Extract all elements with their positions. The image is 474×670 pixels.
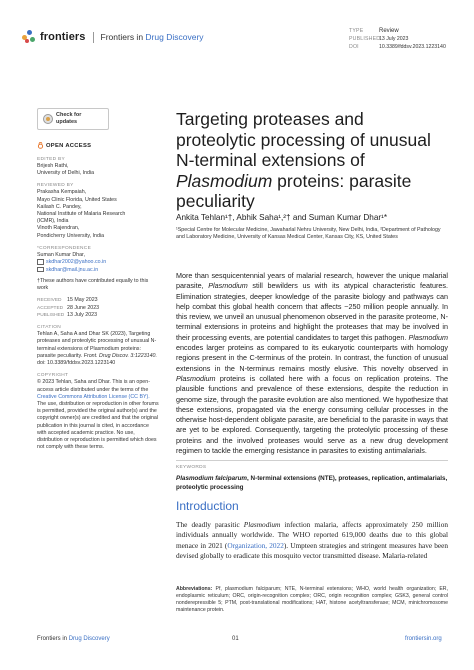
- update-check-icon: [43, 114, 53, 124]
- edited-by-label: EDITED BY: [37, 156, 66, 162]
- check-for-updates-button[interactable]: Check for updates: [37, 108, 109, 130]
- email-link-1[interactable]: skdhar2002@yahoo.co.in: [46, 259, 107, 266]
- introduction-heading: Introduction: [176, 499, 239, 513]
- citation: Tehlan A, Saha A and Dhar SK (2023), Targeting proteases and proteolytic processing of unusual N-terminal extensions of Plasmodium proteins: parasite peculiarity. Front. Drug Discov. 3:1223140. doi: 10.3389/fddsv.2023.1223140: [37, 331, 157, 367]
- cc-license-link[interactable]: Creative Commons Attribution License (CC BY).: [37, 393, 150, 400]
- keywords: Plasmodium falciparum, N-terminal extensions (NTE), proteases, replication, antimalarials, proteolytic processing: [176, 475, 448, 491]
- sidebar-published-date: 13 July 2023: [67, 311, 98, 318]
- footer-journal: Frontiers in Drug Discovery: [37, 636, 110, 642]
- copyright: © 2023 Tehlan, Saha and Dhar. This is an open-access article distributed under the terms of the Creative Commons Attribution License (CC BY). The use, distribution or reproduction in other forums is permitted, provided the original author(s) and the copyright owner(s) are credited and that the original publication in this journal is cited, in accordance with accepted academic practice. No use, distribution or reproduction is permitted which does not comply with these terms.: [37, 379, 159, 451]
- email-icon: [37, 267, 44, 273]
- article-dates: RECEIVED 15 May 2023 ACCEPTED 28 June 2023 PUBLISHED 13 July 2023: [37, 297, 100, 318]
- authors: Ankita Tehlan¹†, Abhik Saha¹,²† and Suman Kumar Dhar¹*: [176, 213, 388, 222]
- article-title: Targeting proteases and proteolytic processing of unusual N-terminal extensions of Plasmodium proteins: parasite peculiarity: [176, 109, 431, 211]
- edited-by: Brijesh Rathi, University of Delhi, India: [37, 162, 95, 177]
- abbreviations: Abbreviations: Pf, plasmodium falciparum; NTE, N-terminal extensions; WHO, world health organization; ER, endoplasmic reticulum; ORC, origin-recognition complex; ORC, origin recognition complex; GSK3, general control nonderepressible 5; PTM, post-translational modifications; HAT, histone acetyltransferase; MCM, minichromosome maintenance protein.: [176, 586, 448, 613]
- keywords-label: KEYWORDS: [176, 465, 207, 470]
- abstract: More than sesquicentennial years of malarial research, however the unique malarial parasite, Plasmodium still bewilders us with its atypical characteristic features. Elimination strategies, deeper knowledge of the parasite biology and pathways can help combat this global health concern that affects ~250 million people annually. In this review, we unveil an unusual phenomenon observed in the parasite proteome, N-terminal extensions in proteins and highlight the proteases that may be involved in their processing events, are potential candidates to target this pathogen. Plasmodium encodes larger proteins as compared to its eukaryotic counterparts with homology regions present in the C-terminus of the protein. In contrast, the function of unusual extensions in the N-terminus remains mostly elusive. This novelty observed in Plasmodium proteins is collated here with a focus on replication proteins. The plausible functions and prevalence of these extensions, despite the reduction in genome size, through the parasite evolution are also mentioned. We hypothesize that these extensions, propagated via the energy consuming cellular processes in the otherwise host-dependent obligate parasite, are beneficial to the parasite in ways that are yet to be explored. Consequently, targeting the proteolytic processing of these proteins and the involved proteases would serve as a new drug development regimen to tackle the emerging resistance in parasites to existing antimalarials.: [176, 271, 448, 456]
- frontiers-logo-icon: [22, 30, 36, 44]
- journal-header: [22, 30, 204, 44]
- correspondence-label: *CORRESPONDENCE: [37, 245, 92, 251]
- brand-name: frontiers: [40, 31, 86, 43]
- doi: 10.3389/fddsv.2023.1223140: [379, 44, 446, 50]
- open-access-icon: [37, 142, 44, 149]
- reviewed-by-label: REVIEWED BY: [37, 183, 74, 189]
- copyright-label: COPYRIGHT: [37, 373, 69, 379]
- citation-label: CITATION: [37, 325, 62, 331]
- email-icon: [37, 259, 44, 265]
- published-date: 13 July 2023: [379, 36, 409, 42]
- keywords-divider: [176, 460, 448, 461]
- email-link-2[interactable]: skdhar@mail.jnu.ac.in: [46, 266, 99, 273]
- reference-link[interactable]: Organization, 2022: [227, 540, 284, 550]
- accepted-date: 28 June 2023: [67, 304, 100, 311]
- equal-contribution-note: †These authors have contributed equally to this work: [37, 278, 149, 292]
- received-date: 15 May 2023: [67, 297, 98, 304]
- reviewed-by: Prakasha Kempaiah, Mayo Clinic Florida, United States Kailash C. Pandey, National Institute of Malaria Research (ICMR), India Vinoth Rajendran, Pondicherry University, India: [37, 189, 126, 239]
- correspondence: Suman Kumar Dhar, skdhar2002@yahoo.co.in skdhar@mail.jnu.ac.in: [37, 252, 107, 273]
- article-meta: TYPE Review PUBLISHED13 July 2023 DOI 10.3389/fddsv.2023.1223140: [349, 28, 446, 50]
- page-number: 01: [232, 636, 239, 642]
- sidebar: [37, 108, 159, 451]
- introduction-text: The deadly parasitic Plasmodium infection malaria, affects approximately 250 million individuals annually worldwide. The WHO reported 619,000 deaths due to this global menace in 2021 (Organization, 2022). Umpteen strategies and stringent measures have been devised globally to eradicate this mosquito vector transmitted disease. Malaria-related: [176, 520, 448, 560]
- footer-site-link[interactable]: frontiersin.org: [405, 636, 442, 642]
- affiliations: ¹Special Centre for Molecular Medicine, Jawaharlal Nehru University, New Delhi, India, ²Department of Pathology and Laboratory Medicine, University of Kansas Medical Center, Kansas City, KS, United States: [176, 227, 441, 240]
- open-access-label: OPEN ACCESS: [37, 142, 159, 150]
- header-divider: [93, 32, 94, 43]
- journal-name: Frontiers in Drug Discovery: [100, 32, 204, 42]
- article-type: Review: [379, 28, 399, 34]
